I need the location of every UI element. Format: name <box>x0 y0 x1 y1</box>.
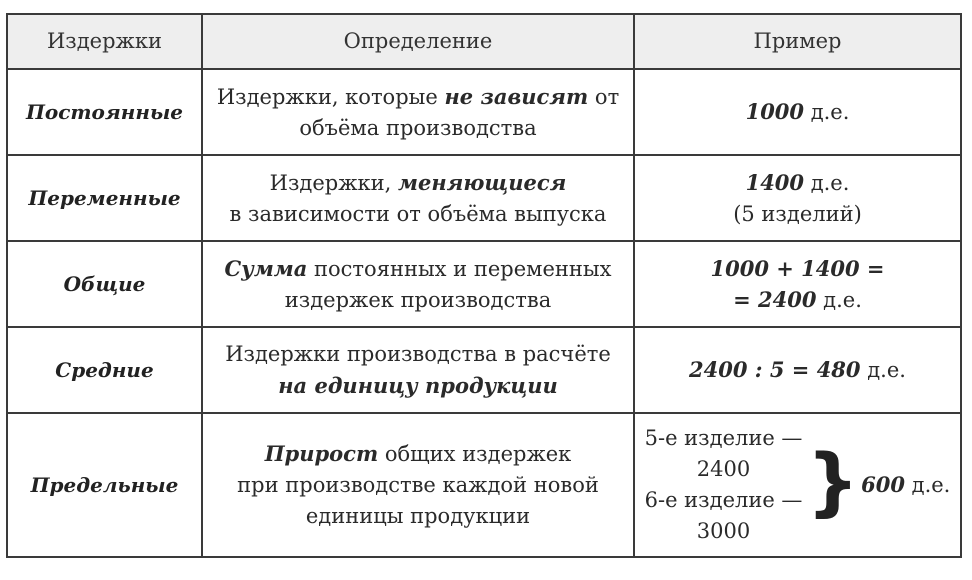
term-label: Общие <box>63 271 146 296</box>
example-line: 1000 + 1400 = <box>710 255 885 281</box>
header-definition-label: Определение <box>343 29 493 53</box>
example-value: 600 <box>861 472 905 497</box>
example-cell <box>635 328 960 412</box>
definition-line <box>270 167 567 199</box>
definition-line: объёма производства <box>299 115 537 140</box>
item-label: 6-е изделие — <box>644 488 803 512</box>
definition-cell <box>203 328 635 412</box>
definition-text: Издержки, <box>269 170 399 195</box>
definition-text: Издержки, которые <box>216 84 445 109</box>
definition-line <box>217 81 619 113</box>
term-cell <box>8 242 203 326</box>
definition-line: при производстве каждой новой <box>237 473 599 497</box>
term-label: Переменные <box>28 185 181 210</box>
example-unit: д.е. <box>904 473 951 497</box>
definition-emphasis: Сумма <box>224 255 308 281</box>
example-line <box>733 284 862 316</box>
marginal-items <box>645 423 803 547</box>
example-value: = 2400 <box>733 286 817 312</box>
definition-line <box>265 438 572 470</box>
definition-line: издержек производства <box>284 287 552 312</box>
definition-line: единицы продукции <box>305 504 531 528</box>
definition-emphasis: меняющиеся <box>398 169 567 195</box>
header-example <box>635 15 960 68</box>
right-brace-icon: } <box>806 439 860 525</box>
example-value: 1400 <box>745 169 805 195</box>
example-unit: д.е. <box>816 287 862 312</box>
example-cell <box>635 242 960 326</box>
example-line <box>746 167 850 199</box>
table-row-total <box>8 240 960 326</box>
example-cell <box>635 70 960 154</box>
example-cell <box>635 156 960 240</box>
term-label: Средние <box>55 357 154 382</box>
definition-line: в зависимости от объёма выпуска <box>229 201 607 226</box>
example-unit: д.е. <box>860 358 906 382</box>
definition-cell <box>203 156 635 240</box>
definition-cell <box>203 70 635 154</box>
example-value: 1000 <box>745 99 805 124</box>
costs-table <box>6 13 962 558</box>
header-costs <box>8 15 203 68</box>
term-cell <box>8 70 203 154</box>
marginal-example <box>641 423 954 547</box>
definition-line: Издержки производства в расчёте <box>225 342 611 366</box>
term-cell <box>8 156 203 240</box>
definition-emphasis: на единицу продукции <box>278 373 558 398</box>
header-example-label: Пример <box>753 29 842 53</box>
term-label: Постоянные <box>25 99 184 124</box>
header-definition <box>203 15 635 68</box>
table-row-average <box>8 326 960 412</box>
table-header-row <box>8 15 960 68</box>
example-cell <box>635 414 960 556</box>
example-line <box>746 96 850 128</box>
definition-cell <box>203 414 635 556</box>
definition-text: от <box>588 84 620 109</box>
definition-cell <box>203 242 635 326</box>
example-line <box>689 354 906 386</box>
term-cell <box>8 414 203 556</box>
definition-line <box>225 253 612 285</box>
header-costs-label: Издержки <box>46 29 162 53</box>
item-value: 2400 <box>696 457 751 481</box>
example-line: (5 изделий) <box>733 201 862 226</box>
table-row-fixed <box>8 68 960 154</box>
term-label: Предельные <box>30 472 179 497</box>
example-line <box>861 469 950 501</box>
example-value: 2400 : 5 = 480 <box>689 357 861 382</box>
table-row-marginal <box>8 412 960 556</box>
definition-emphasis: Прирост <box>264 441 379 466</box>
item-label: 5-е изделие — <box>644 426 803 450</box>
term-cell <box>8 328 203 412</box>
example-unit: д.е. <box>804 170 850 195</box>
definition-text: постоянных и переменных <box>307 256 612 281</box>
item-value: 3000 <box>696 519 751 543</box>
table-row-variable <box>8 154 960 240</box>
example-unit: д.е. <box>804 100 850 124</box>
definition-text: общих издержек <box>378 442 572 466</box>
definition-emphasis: не зависят <box>444 83 589 109</box>
